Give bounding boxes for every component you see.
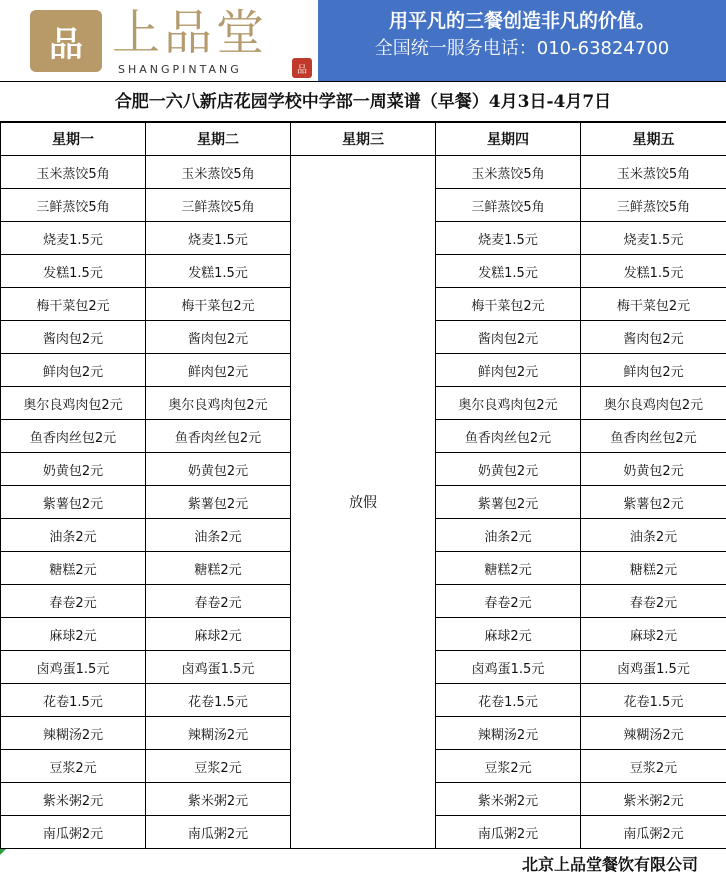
menu-item-cell: 鲜肉包2元 xyxy=(1,354,146,387)
menu-item-cell: 豆浆2元 xyxy=(436,750,581,783)
menu-item-cell: 花卷1.5元 xyxy=(581,684,726,717)
slogan-banner xyxy=(318,0,726,81)
page-header xyxy=(0,0,726,82)
menu-item-cell: 酱肉包2元 xyxy=(436,321,581,354)
menu-item-cell: 油条2元 xyxy=(1,519,146,552)
menu-item-cell: 梅干菜包2元 xyxy=(1,288,146,321)
menu-item-cell: 三鲜蒸饺5角 xyxy=(581,189,726,222)
brand-area xyxy=(0,0,318,81)
menu-item-cell: 奥尔良鸡肉包2元 xyxy=(581,387,726,420)
menu-item-cell: 卤鸡蛋1.5元 xyxy=(581,651,726,684)
menu-item-cell: 花卷1.5元 xyxy=(1,684,146,717)
table-header-row xyxy=(1,123,726,156)
menu-item-cell: 豆浆2元 xyxy=(146,750,291,783)
header-wednesday: 星期三 xyxy=(291,123,436,156)
menu-item-cell: 酱肉包2元 xyxy=(1,321,146,354)
header-friday: 星期五 xyxy=(581,123,726,156)
header-tuesday: 星期二 xyxy=(146,123,291,156)
menu-item-cell: 糖糕2元 xyxy=(146,552,291,585)
menu-item-cell: 紫薯包2元 xyxy=(581,486,726,519)
menu-item-cell: 三鲜蒸饺5角 xyxy=(436,189,581,222)
menu-item-cell: 发糕1.5元 xyxy=(436,255,581,288)
menu-item-cell: 南瓜粥2元 xyxy=(1,816,146,849)
menu-item-cell: 南瓜粥2元 xyxy=(146,816,291,849)
menu-item-cell: 麻球2元 xyxy=(146,618,291,651)
menu-item-cell: 糖糕2元 xyxy=(1,552,146,585)
menu-item-cell: 油条2元 xyxy=(436,519,581,552)
menu-item-cell: 豆浆2元 xyxy=(581,750,726,783)
menu-item-cell: 春卷2元 xyxy=(436,585,581,618)
menu-item-cell: 鱼香肉丝包2元 xyxy=(146,420,291,453)
menu-item-cell: 紫米粥2元 xyxy=(1,783,146,816)
menu-item-cell: 豆浆2元 xyxy=(1,750,146,783)
menu-item-cell: 紫薯包2元 xyxy=(436,486,581,519)
menu-item-cell: 发糕1.5元 xyxy=(1,255,146,288)
menu-item-cell: 糖糕2元 xyxy=(436,552,581,585)
menu-item-cell: 烧麦1.5元 xyxy=(581,222,726,255)
menu-item-cell: 辣糊汤2元 xyxy=(436,717,581,750)
menu-item-cell: 麻球2元 xyxy=(436,618,581,651)
menu-item-cell: 奶黄包2元 xyxy=(436,453,581,486)
menu-item-cell: 麻球2元 xyxy=(1,618,146,651)
slogan-text: 用平凡的三餐创造非凡的价值。 xyxy=(388,10,655,32)
menu-item-cell: 卤鸡蛋1.5元 xyxy=(146,651,291,684)
menu-body xyxy=(1,156,726,849)
menu-item-cell: 烧麦1.5元 xyxy=(436,222,581,255)
header-monday: 星期一 xyxy=(1,123,146,156)
menu-item-cell: 奶黄包2元 xyxy=(146,453,291,486)
menu-item-cell: 酱肉包2元 xyxy=(581,321,726,354)
hotline-text: 全国统一服务电话：010-63824700 xyxy=(374,38,670,59)
menu-item-cell: 辣糊汤2元 xyxy=(146,717,291,750)
menu-item-cell: 三鲜蒸饺5角 xyxy=(146,189,291,222)
header-thursday: 星期四 xyxy=(436,123,581,156)
menu-item-cell: 紫米粥2元 xyxy=(581,783,726,816)
menu-item-cell: 奥尔良鸡肉包2元 xyxy=(146,387,291,420)
menu-item-cell: 春卷2元 xyxy=(581,585,726,618)
menu-item-cell: 紫薯包2元 xyxy=(1,486,146,519)
menu-item-cell: 奥尔良鸡肉包2元 xyxy=(1,387,146,420)
menu-item-cell: 卤鸡蛋1.5元 xyxy=(436,651,581,684)
table-row xyxy=(1,156,726,189)
menu-item-cell: 春卷2元 xyxy=(146,585,291,618)
menu-item-cell: 辣糊汤2元 xyxy=(581,717,726,750)
menu-item-cell: 鲜肉包2元 xyxy=(581,354,726,387)
menu-item-cell: 鲜肉包2元 xyxy=(146,354,291,387)
menu-item-cell: 梅干菜包2元 xyxy=(146,288,291,321)
menu-item-cell: 梅干菜包2元 xyxy=(581,288,726,321)
menu-item-cell: 南瓜粥2元 xyxy=(581,816,726,849)
menu-item-cell: 三鲜蒸饺5角 xyxy=(1,189,146,222)
menu-item-cell: 辣糊汤2元 xyxy=(1,717,146,750)
brand-pinyin: SHANGPINTANG xyxy=(118,63,242,76)
menu-item-cell: 梅干菜包2元 xyxy=(436,288,581,321)
menu-item-cell: 南瓜粥2元 xyxy=(436,816,581,849)
menu-title: 合肥一六八新店花园学校中学部一周菜谱（早餐）4月3日-4月7日 xyxy=(0,82,726,122)
red-stamp-icon: 品 xyxy=(292,58,312,78)
menu-item-cell: 奥尔良鸡肉包2元 xyxy=(436,387,581,420)
menu-item-cell: 春卷2元 xyxy=(1,585,146,618)
menu-item-cell: 鱼香肉丝包2元 xyxy=(581,420,726,453)
menu-item-cell: 紫薯包2元 xyxy=(146,486,291,519)
menu-item-cell: 花卷1.5元 xyxy=(146,684,291,717)
menu-item-cell: 玉米蒸饺5角 xyxy=(146,156,291,189)
menu-item-cell: 鲜肉包2元 xyxy=(436,354,581,387)
menu-item-cell: 发糕1.5元 xyxy=(581,255,726,288)
menu-item-cell: 玉米蒸饺5角 xyxy=(581,156,726,189)
menu-item-cell: 鱼香肉丝包2元 xyxy=(1,420,146,453)
menu-item-cell: 玉米蒸饺5角 xyxy=(1,156,146,189)
menu-item-cell: 鱼香肉丝包2元 xyxy=(436,420,581,453)
menu-item-cell: 发糕1.5元 xyxy=(146,255,291,288)
menu-item-cell: 烧麦1.5元 xyxy=(146,222,291,255)
brand-name: 上品堂 xyxy=(112,5,269,61)
weekly-menu-table xyxy=(0,122,726,849)
menu-item-cell: 油条2元 xyxy=(581,519,726,552)
menu-item-cell: 酱肉包2元 xyxy=(146,321,291,354)
menu-item-cell: 紫米粥2元 xyxy=(146,783,291,816)
menu-item-cell: 油条2元 xyxy=(146,519,291,552)
corner-marker-icon xyxy=(0,849,6,855)
wednesday-holiday-cell: 放假 xyxy=(291,156,436,849)
menu-item-cell: 紫米粥2元 xyxy=(436,783,581,816)
menu-item-cell: 麻球2元 xyxy=(581,618,726,651)
menu-item-cell: 奶黄包2元 xyxy=(581,453,726,486)
menu-item-cell: 玉米蒸饺5角 xyxy=(436,156,581,189)
logo-seal-icon: 品 xyxy=(30,10,102,72)
menu-item-cell: 奶黄包2元 xyxy=(1,453,146,486)
menu-item-cell: 卤鸡蛋1.5元 xyxy=(1,651,146,684)
menu-item-cell: 花卷1.5元 xyxy=(436,684,581,717)
menu-item-cell: 糖糕2元 xyxy=(581,552,726,585)
page-footer xyxy=(0,849,726,881)
menu-item-cell: 烧麦1.5元 xyxy=(1,222,146,255)
company-name: 北京上品堂餐饮有限公司 xyxy=(521,855,698,874)
